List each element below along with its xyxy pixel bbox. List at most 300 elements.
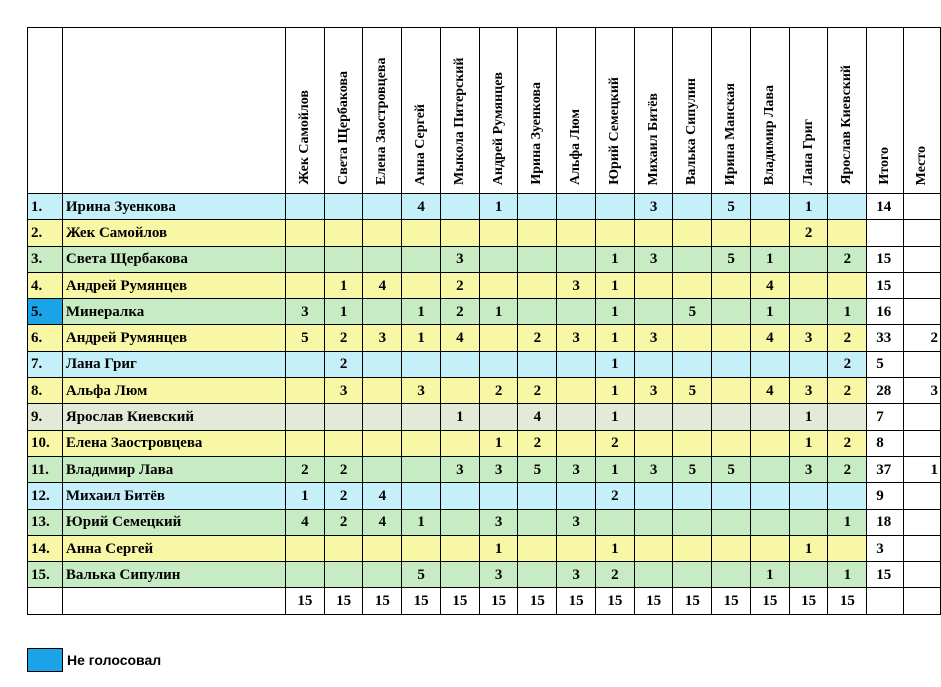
row-name: Анна Сергей	[62, 535, 285, 561]
score-cell	[557, 535, 596, 561]
row-name: Валька Сипулин	[62, 562, 285, 588]
score-cell	[595, 194, 634, 220]
row-total: 16	[867, 299, 904, 325]
score-cell: 5	[673, 299, 712, 325]
score-cell: 3	[557, 456, 596, 482]
score-cell: 1	[595, 378, 634, 404]
score-cell: 4	[363, 509, 402, 535]
score-cell: 3	[634, 325, 673, 351]
footer-total: 15	[634, 588, 673, 614]
row-number: 12.	[28, 483, 63, 509]
score-cell	[518, 246, 557, 272]
score-cell	[402, 351, 441, 377]
score-cell	[479, 325, 518, 351]
table-row	[28, 378, 941, 404]
score-cell: 2	[595, 483, 634, 509]
score-cell: 2	[518, 378, 557, 404]
score-cell	[712, 404, 751, 430]
score-cell	[324, 404, 363, 430]
header-corner-num	[28, 28, 63, 194]
row-name: Альфа Люм	[62, 378, 285, 404]
score-cell	[324, 220, 363, 246]
score-cell	[634, 535, 673, 561]
score-cell	[673, 272, 712, 298]
score-cell: 4	[440, 325, 479, 351]
column-header-label: Владимир Лава	[761, 84, 777, 185]
score-cell	[712, 378, 751, 404]
score-cell	[324, 535, 363, 561]
column-header-label: Андрей Румянцев	[490, 71, 506, 185]
row-total: 9	[867, 483, 904, 509]
score-cell	[440, 535, 479, 561]
score-cell	[750, 509, 789, 535]
score-cell	[557, 220, 596, 246]
score-cell	[440, 509, 479, 535]
row-name: Андрей Румянцев	[62, 272, 285, 298]
score-cell	[673, 194, 712, 220]
score-cell: 1	[595, 351, 634, 377]
footer-total: 15	[324, 588, 363, 614]
score-cell	[479, 220, 518, 246]
score-cell	[479, 404, 518, 430]
row-total: 7	[867, 404, 904, 430]
score-cell	[750, 351, 789, 377]
score-cell: 3	[789, 325, 828, 351]
row-place	[904, 220, 941, 246]
score-cell	[557, 194, 596, 220]
score-cell: 2	[828, 246, 867, 272]
row-number: 13.	[28, 509, 63, 535]
score-cell: 5	[673, 378, 712, 404]
score-cell	[518, 509, 557, 535]
score-cell	[750, 456, 789, 482]
column-header	[402, 28, 441, 194]
column-header	[595, 28, 634, 194]
score-cell	[712, 272, 751, 298]
score-cell: 5	[285, 325, 324, 351]
row-number: 11.	[28, 456, 63, 482]
score-cell	[712, 483, 751, 509]
column-header-label: Анна Сергей	[413, 103, 429, 185]
score-cell: 3	[479, 456, 518, 482]
score-cell: 2	[595, 430, 634, 456]
score-cell: 1	[595, 325, 634, 351]
score-cell: 1	[828, 562, 867, 588]
score-cell	[673, 430, 712, 456]
column-header	[479, 28, 518, 194]
score-cell	[673, 404, 712, 430]
score-cell	[479, 351, 518, 377]
table-row	[28, 430, 941, 456]
footer-total: 15	[828, 588, 867, 614]
row-name: Владимир Лава	[62, 456, 285, 482]
score-cell: 5	[518, 456, 557, 482]
score-cell	[712, 325, 751, 351]
score-cell: 1	[402, 325, 441, 351]
score-cell	[363, 220, 402, 246]
score-cell	[285, 351, 324, 377]
footer-total: 15	[479, 588, 518, 614]
score-cell	[634, 351, 673, 377]
score-cell: 2	[595, 562, 634, 588]
row-name: Ярослав Киевский	[62, 404, 285, 430]
score-cell	[518, 483, 557, 509]
score-cell: 3	[789, 378, 828, 404]
score-cell	[363, 535, 402, 561]
score-cell: 1	[479, 535, 518, 561]
score-cell: 1	[285, 483, 324, 509]
footer-total: 15	[285, 588, 324, 614]
row-total	[867, 220, 904, 246]
score-cell: 3	[557, 272, 596, 298]
score-cell: 2	[285, 456, 324, 482]
legend	[27, 648, 161, 672]
score-cell	[595, 220, 634, 246]
score-cell: 1	[324, 272, 363, 298]
row-number: 6.	[28, 325, 63, 351]
score-cell: 5	[712, 456, 751, 482]
score-cell: 3	[557, 325, 596, 351]
voting-table	[27, 27, 941, 615]
score-cell: 3	[285, 299, 324, 325]
score-cell: 2	[324, 483, 363, 509]
score-cell	[440, 483, 479, 509]
column-header-label: Валька Сипулин	[684, 78, 700, 185]
score-cell	[285, 220, 324, 246]
row-name: Андрей Румянцев	[62, 325, 285, 351]
score-cell	[828, 194, 867, 220]
score-cell: 3	[634, 246, 673, 272]
column-header-label: Альфа Люм	[568, 108, 584, 185]
footer-total: 15	[557, 588, 596, 614]
score-cell: 4	[363, 272, 402, 298]
score-cell	[557, 378, 596, 404]
score-cell: 1	[595, 456, 634, 482]
score-cell	[750, 220, 789, 246]
row-place	[904, 194, 941, 220]
score-cell	[673, 535, 712, 561]
score-cell	[789, 272, 828, 298]
column-header	[557, 28, 596, 194]
score-cell	[285, 404, 324, 430]
score-cell	[363, 430, 402, 456]
score-cell: 5	[712, 246, 751, 272]
score-cell	[557, 430, 596, 456]
row-number: 2.	[28, 220, 63, 246]
footer-blank	[904, 588, 941, 614]
score-cell	[363, 562, 402, 588]
score-cell: 1	[595, 299, 634, 325]
column-header-label: Лана Григ	[800, 118, 816, 185]
footer-total: 15	[673, 588, 712, 614]
score-cell	[750, 483, 789, 509]
score-cell: 2	[324, 325, 363, 351]
column-header	[712, 28, 751, 194]
score-cell: 3	[634, 378, 673, 404]
row-name: Минералка	[62, 299, 285, 325]
score-cell: 2	[828, 430, 867, 456]
score-cell	[634, 509, 673, 535]
column-header-label: Юрий Семецкий	[606, 77, 622, 185]
score-cell	[828, 535, 867, 561]
footer-blank	[28, 588, 63, 614]
row-place: 2	[904, 325, 941, 351]
score-cell	[518, 562, 557, 588]
table-row	[28, 194, 941, 220]
score-cell	[440, 220, 479, 246]
table-row	[28, 483, 941, 509]
score-cell	[518, 194, 557, 220]
score-cell	[673, 246, 712, 272]
score-cell: 2	[828, 351, 867, 377]
footer-row	[28, 588, 941, 614]
column-header	[750, 28, 789, 194]
score-cell	[285, 378, 324, 404]
score-cell	[634, 483, 673, 509]
score-cell	[634, 299, 673, 325]
score-cell: 2	[789, 220, 828, 246]
score-cell	[363, 299, 402, 325]
score-cell	[440, 430, 479, 456]
score-cell	[363, 351, 402, 377]
legend-label: Не голосовал	[67, 652, 162, 668]
score-cell	[789, 509, 828, 535]
score-cell	[673, 483, 712, 509]
column-header	[673, 28, 712, 194]
score-cell	[285, 562, 324, 588]
row-number: 15.	[28, 562, 63, 588]
column-header	[285, 28, 324, 194]
score-cell: 1	[750, 246, 789, 272]
score-cell	[789, 562, 828, 588]
row-place	[904, 483, 941, 509]
table-row	[28, 456, 941, 482]
score-cell	[518, 272, 557, 298]
score-cell: 1	[750, 562, 789, 588]
score-cell	[828, 272, 867, 298]
score-cell	[402, 272, 441, 298]
score-cell: 4	[750, 272, 789, 298]
score-cell	[828, 220, 867, 246]
score-cell: 3	[789, 456, 828, 482]
total-header	[867, 28, 904, 194]
score-cell	[789, 299, 828, 325]
row-place	[904, 404, 941, 430]
table-row	[28, 246, 941, 272]
column-header	[828, 28, 867, 194]
score-cell	[440, 562, 479, 588]
score-cell: 1	[595, 404, 634, 430]
score-cell: 5	[673, 456, 712, 482]
score-cell: 2	[518, 325, 557, 351]
row-name: Лана Григ	[62, 351, 285, 377]
score-cell	[673, 220, 712, 246]
score-cell	[363, 378, 402, 404]
score-cell: 1	[828, 299, 867, 325]
score-cell	[285, 246, 324, 272]
row-place	[904, 430, 941, 456]
row-place	[904, 299, 941, 325]
total-header-label: Итого	[877, 147, 893, 185]
score-cell	[285, 430, 324, 456]
row-total: 37	[867, 456, 904, 482]
score-cell: 1	[789, 535, 828, 561]
table-row	[28, 562, 941, 588]
row-total: 15	[867, 562, 904, 588]
score-cell: 1	[828, 509, 867, 535]
score-cell: 2	[828, 325, 867, 351]
score-cell	[750, 404, 789, 430]
score-cell: 3	[324, 378, 363, 404]
score-cell	[634, 272, 673, 298]
score-cell: 3	[363, 325, 402, 351]
score-cell: 3	[634, 456, 673, 482]
score-cell	[363, 246, 402, 272]
column-header	[789, 28, 828, 194]
score-cell	[712, 562, 751, 588]
row-name: Юрий Семецкий	[62, 509, 285, 535]
row-place	[904, 562, 941, 588]
score-cell: 2	[324, 351, 363, 377]
table-row	[28, 299, 941, 325]
score-cell: 1	[479, 430, 518, 456]
score-cell	[363, 404, 402, 430]
score-cell	[518, 299, 557, 325]
score-cell	[789, 483, 828, 509]
score-cell	[789, 246, 828, 272]
score-cell	[324, 430, 363, 456]
score-cell: 1	[789, 430, 828, 456]
table-row	[28, 509, 941, 535]
row-number: 1.	[28, 194, 63, 220]
header-corner-name	[62, 28, 285, 194]
footer-total: 15	[363, 588, 402, 614]
row-total: 8	[867, 430, 904, 456]
row-name: Елена Заостровцева	[62, 430, 285, 456]
not-voted-swatch	[27, 648, 63, 672]
score-cell	[363, 194, 402, 220]
row-name: Света Щербакова	[62, 246, 285, 272]
row-place: 1	[904, 456, 941, 482]
score-cell: 3	[440, 456, 479, 482]
score-cell: 4	[363, 483, 402, 509]
score-cell: 3	[634, 194, 673, 220]
score-cell	[518, 535, 557, 561]
row-number: 8.	[28, 378, 63, 404]
score-cell: 1	[440, 404, 479, 430]
score-cell	[712, 509, 751, 535]
score-cell: 3	[402, 378, 441, 404]
column-header-label: Михаил Битёв	[645, 92, 661, 185]
column-header-label: Мыкола Питерский	[451, 57, 467, 185]
score-cell	[595, 509, 634, 535]
row-total: 15	[867, 246, 904, 272]
score-cell	[789, 351, 828, 377]
row-place	[904, 351, 941, 377]
score-cell	[324, 194, 363, 220]
score-cell	[828, 404, 867, 430]
score-cell	[402, 456, 441, 482]
footer-blank	[62, 588, 285, 614]
column-header	[634, 28, 673, 194]
row-place	[904, 509, 941, 535]
column-header-label: Ярослав Киевский	[839, 65, 855, 185]
score-cell	[712, 430, 751, 456]
score-cell	[634, 562, 673, 588]
score-cell	[750, 430, 789, 456]
score-cell	[750, 194, 789, 220]
footer-total: 15	[518, 588, 557, 614]
column-header-label: Ирина Манская	[723, 82, 739, 185]
score-cell: 1	[324, 299, 363, 325]
row-total: 15	[867, 272, 904, 298]
score-cell	[557, 351, 596, 377]
score-cell	[479, 272, 518, 298]
score-cell: 4	[285, 509, 324, 535]
score-cell	[634, 220, 673, 246]
column-header	[518, 28, 557, 194]
row-name: Ирина Зуенкова	[62, 194, 285, 220]
row-total: 33	[867, 325, 904, 351]
table-row	[28, 404, 941, 430]
score-cell	[673, 351, 712, 377]
score-cell	[440, 194, 479, 220]
score-cell	[518, 220, 557, 246]
table-row	[28, 351, 941, 377]
place-header	[904, 28, 941, 194]
row-place: 3	[904, 378, 941, 404]
row-number: 10.	[28, 430, 63, 456]
score-cell	[285, 535, 324, 561]
footer-total: 15	[712, 588, 751, 614]
score-cell	[402, 430, 441, 456]
score-cell: 2	[828, 456, 867, 482]
score-cell: 1	[789, 404, 828, 430]
footer-blank	[867, 588, 904, 614]
score-cell: 1	[402, 509, 441, 535]
score-cell	[634, 430, 673, 456]
score-cell	[402, 404, 441, 430]
score-cell	[479, 483, 518, 509]
row-name: Михаил Битёв	[62, 483, 285, 509]
row-number: 3.	[28, 246, 63, 272]
row-place	[904, 246, 941, 272]
score-cell	[673, 509, 712, 535]
score-cell: 2	[440, 272, 479, 298]
row-number: 14.	[28, 535, 63, 561]
row-number: 7.	[28, 351, 63, 377]
row-total: 14	[867, 194, 904, 220]
place-header-label: Место	[914, 145, 930, 185]
column-header-label: Света Щербакова	[335, 71, 351, 185]
score-cell: 3	[557, 509, 596, 535]
score-cell	[712, 299, 751, 325]
score-cell: 1	[402, 299, 441, 325]
footer-total: 15	[789, 588, 828, 614]
score-cell	[285, 272, 324, 298]
row-number: 4.	[28, 272, 63, 298]
score-cell: 4	[750, 378, 789, 404]
score-cell	[402, 220, 441, 246]
score-cell: 3	[479, 562, 518, 588]
row-place	[904, 272, 941, 298]
score-cell: 1	[479, 299, 518, 325]
footer-total: 15	[402, 588, 441, 614]
score-cell	[557, 246, 596, 272]
score-cell	[440, 351, 479, 377]
footer-total: 15	[595, 588, 634, 614]
score-cell	[479, 246, 518, 272]
